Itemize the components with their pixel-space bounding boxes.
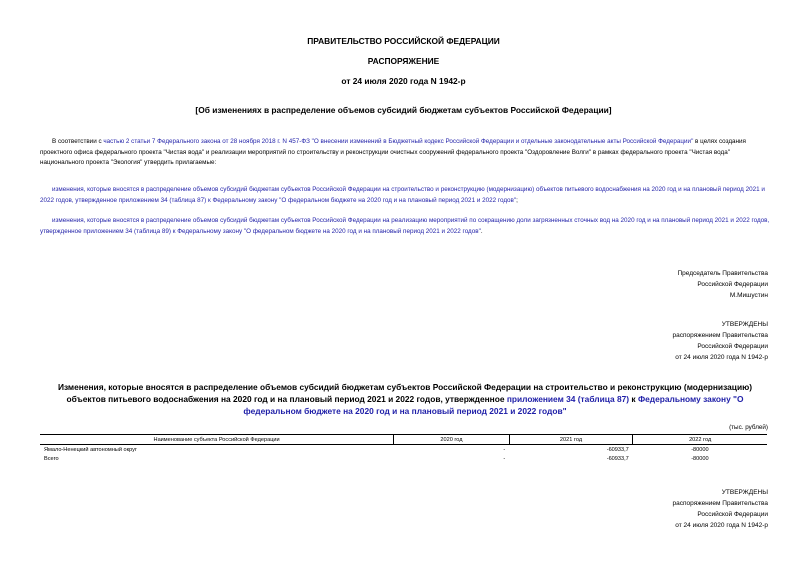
intro-paragraph [40, 137, 770, 169]
signature-name: М.Мишустин [729, 292, 768, 299]
signature-title: Председатель Правительства [677, 270, 768, 277]
list-item [40, 185, 770, 206]
col-header-subject: Наименование субъекта Российской Федерации [40, 435, 394, 445]
approval-date: от 24 июля 2020 года N 1942-р [675, 522, 768, 529]
cell-2021: -60933,7 [606, 455, 629, 462]
subsidy-table [40, 434, 767, 463]
document-org: ПРАВИТЕЛЬСТВО РОССИЙСКОЙ ФЕДЕРАЦИИ [307, 36, 500, 46]
approval-by: распоряжением Правительства [672, 500, 768, 507]
cell-2022: -80000 [691, 446, 709, 453]
cell-2020: - [503, 455, 506, 462]
appendix-link[interactable]: приложением 34 (таблица 87) [506, 394, 630, 404]
approval-country: Российской Федерации [697, 511, 768, 518]
section-title-text-a: Изменения, которые вносятся в распределение объемов субсидий бюджетам субъектов Российской Федерации на строительство и реконструкцию (модернизацию) объектов питьевого водоснабжения на 2020 год и на плановый период 2021 и 2022 годов, утвержденное [57, 382, 753, 404]
col-header-2020: 2020 год [394, 435, 510, 445]
document-type: РАСПОРЯЖЕНИЕ [367, 56, 440, 66]
federal-law-link[interactable]: Федеральному закону "О федеральном бюджете на 2020 год и на плановый период 2021 и 2022 годов" [243, 394, 744, 416]
table-row [40, 454, 767, 463]
signature-country: Российской Федерации [697, 281, 768, 288]
col-header-2021: 2021 год [509, 435, 633, 445]
item-link-1[interactable]: изменения, которые вносятся в распределение объемов субсидий бюджетам субъектов Российской Федерации на строительство и реконструкцию (модернизацию) объектов питьевого водоснабжения на 2020 год и на плановый период 2021 и 2022 годов, утвержденное приложением 34 (таблица 87) к Федеральному закону "О федеральном бюджете на 2020 год и на плановый период 2021 и 2022 годов" [40, 186, 765, 204]
intro-text-2: в целях создания проектного офиса федерального проекта "Чистая вода" и реализации мероприятий по строительству и реконструкции очистных сооружений федерального проекта "Оздоровление Волги" в рамках федерального проекта "Чистая вода" национального проекта "Экология" утвердить прилагаемые: [40, 138, 746, 166]
intro-text-1: В соответствии с [52, 138, 104, 145]
item-link-2[interactable]: изменения, которые вносятся в распределение объемов субсидий бюджетам субъектов Российской Федерации на реализацию мероприятий по сокращению доли загрязненных сточных вод на 2020 год и на плановый период 2021 и 2022 годов, утвержденное приложением 34 (таблица 89) к Федеральному закону "О федеральном бюджете на 2020 год и на плановый период 2021 и 2022 годов" [40, 217, 770, 235]
cell-subject: Всего [44, 455, 59, 462]
approval-country: Российской Федерации [697, 343, 768, 350]
document-subject: [Об изменениях в распределение объемов субсидий бюджетам субъектов Российской Федерации] [195, 105, 612, 115]
document-date: от 24 июля 2020 года N 1942-р [341, 76, 466, 86]
approval-label: УТВЕРЖДЕНЫ [721, 489, 768, 496]
approval-date: от 24 июля 2020 года N 1942-р [675, 354, 768, 361]
approval-block-1 [673, 319, 768, 363]
item-tail-1: ; [516, 196, 518, 204]
signature-block [677, 268, 768, 301]
section-title [50, 381, 760, 417]
table-header-row [40, 435, 767, 445]
approval-by: распоряжением Правительства [672, 332, 768, 339]
approval-label: УТВЕРЖДЕНЫ [721, 321, 768, 328]
cell-subject: Ямало-Ненецкий автономный округ [44, 446, 137, 453]
cell-2020: - [503, 446, 506, 453]
section-title-text-b: к [629, 394, 638, 404]
cell-2022: -80000 [691, 455, 709, 462]
units-label: (тыс. рублей) [729, 424, 768, 431]
approval-block-2 [673, 487, 768, 531]
table-row [40, 445, 767, 455]
cell-2021: -60933,7 [606, 446, 629, 453]
col-header-2022: 2022 год [633, 435, 767, 445]
list-item [40, 216, 770, 237]
law-link[interactable]: частью 2 статьи 7 Федерального закона от 28 ноября 2018 г. N 457-ФЗ "О внесении изменений в Бюджетный кодекс Российской Федерации и отдельные законодательные акты Российской Федерации" [103, 138, 694, 145]
item-tail-2: . [480, 227, 483, 235]
